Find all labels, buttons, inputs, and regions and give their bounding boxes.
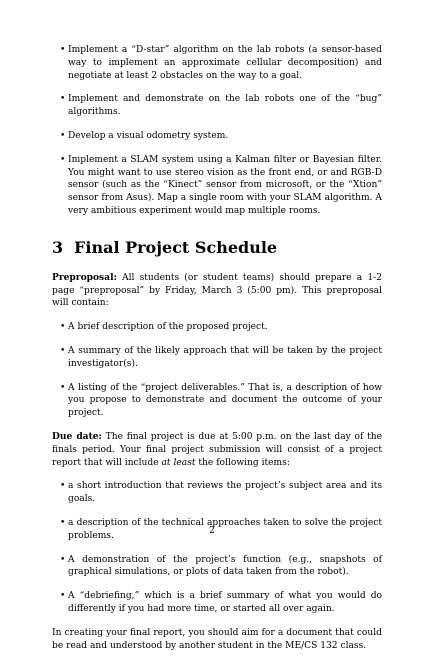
due-date-lead: Due date:: [52, 430, 102, 442]
emphasis-text: at least: [161, 457, 196, 468]
list-item: • A summary of the likely approach that will be taken by the project investigator(s).: [60, 345, 382, 369]
bullet-icon: •: [60, 554, 66, 565]
list-item: • Implement a SLAM system using a Kalman filter or Bayesian filter. You might want to use stereo vision as the front end, or and RGB-D sensor (such as the “Kinect” sensor from microsoft, or the “Xtion” sensor from Asus). Map a single room with your SLAM algorithm. A very ambitious experiment would map multiple rooms.: [60, 154, 382, 216]
bullet-icon: •: [60, 382, 66, 393]
page-number: 2: [209, 526, 215, 536]
bullet-icon: •: [60, 481, 66, 492]
bullet-icon: •: [60, 517, 66, 528]
preproposal-text: All students (or student teams) should prepare a 1-2 page “preproposal” by Friday, March 3 (5:00 pm). This preproposal will contain:: [52, 272, 382, 309]
bullet-icon: •: [60, 45, 66, 55]
closing-paragraph: In creating your final report, you should aim for a document that could be read and understood by another student in the ME/CS 132 class.: [52, 627, 382, 651]
list-item: • Implement and demonstrate on the lab robots one of the “bug” algorithms.: [60, 94, 382, 118]
list-item: • A demonstration of the project’s function (e.g., snapshots of graphical simulations, or plots of data taken from the robot).: [60, 554, 382, 578]
bullet-icon: •: [60, 130, 66, 141]
bullet-icon: •: [60, 322, 66, 333]
project-ideas-list: [52, 44, 382, 218]
list-item: • A “debriefing,” which is a brief summary of what you would do differently if you had more time, or started all over again.: [60, 591, 382, 614]
list-item: • Implement a “D-star” algorithm on the lab robots (a sensor-based way to implement an approximate cellular decomposition) and negotiate at least 2 obstacles on the way to a goal.: [60, 45, 382, 81]
bullet-icon: •: [60, 154, 66, 165]
bullet-icon: •: [60, 345, 66, 356]
deliverables-list: [52, 480, 382, 615]
preproposal-lead: Preproposal:: [52, 271, 117, 283]
page-content: [52, 44, 382, 663]
section-number: 3: [52, 237, 64, 257]
section-heading: [52, 239, 382, 257]
due-date-paragraph: Due date: The final project is due at 5:00 p.m. on the last day of the finals period. Your final project submission will consist of a project report that will include at least the following items:: [52, 430, 383, 468]
bullet-icon: •: [60, 94, 66, 105]
bullet-icon: •: [60, 591, 66, 602]
list-item: • A listing of the “project deliverables.” That is, a description of how you propose to demonstrate and document the outcome of your project.: [60, 382, 382, 419]
section-title: Final Project Schedule: [74, 237, 278, 257]
preproposal-list: [52, 321, 382, 420]
list-item: • a short introduction that reviews the project’s subject area and its goals.: [60, 481, 382, 505]
list-item: • a description of the technical approaches taken to solve the project problems.: [60, 517, 382, 541]
list-item: • Develop a visual odometry system.: [60, 130, 229, 141]
list-item: • A brief description of the proposed project.: [60, 322, 268, 333]
preproposal-paragraph: [52, 272, 382, 310]
